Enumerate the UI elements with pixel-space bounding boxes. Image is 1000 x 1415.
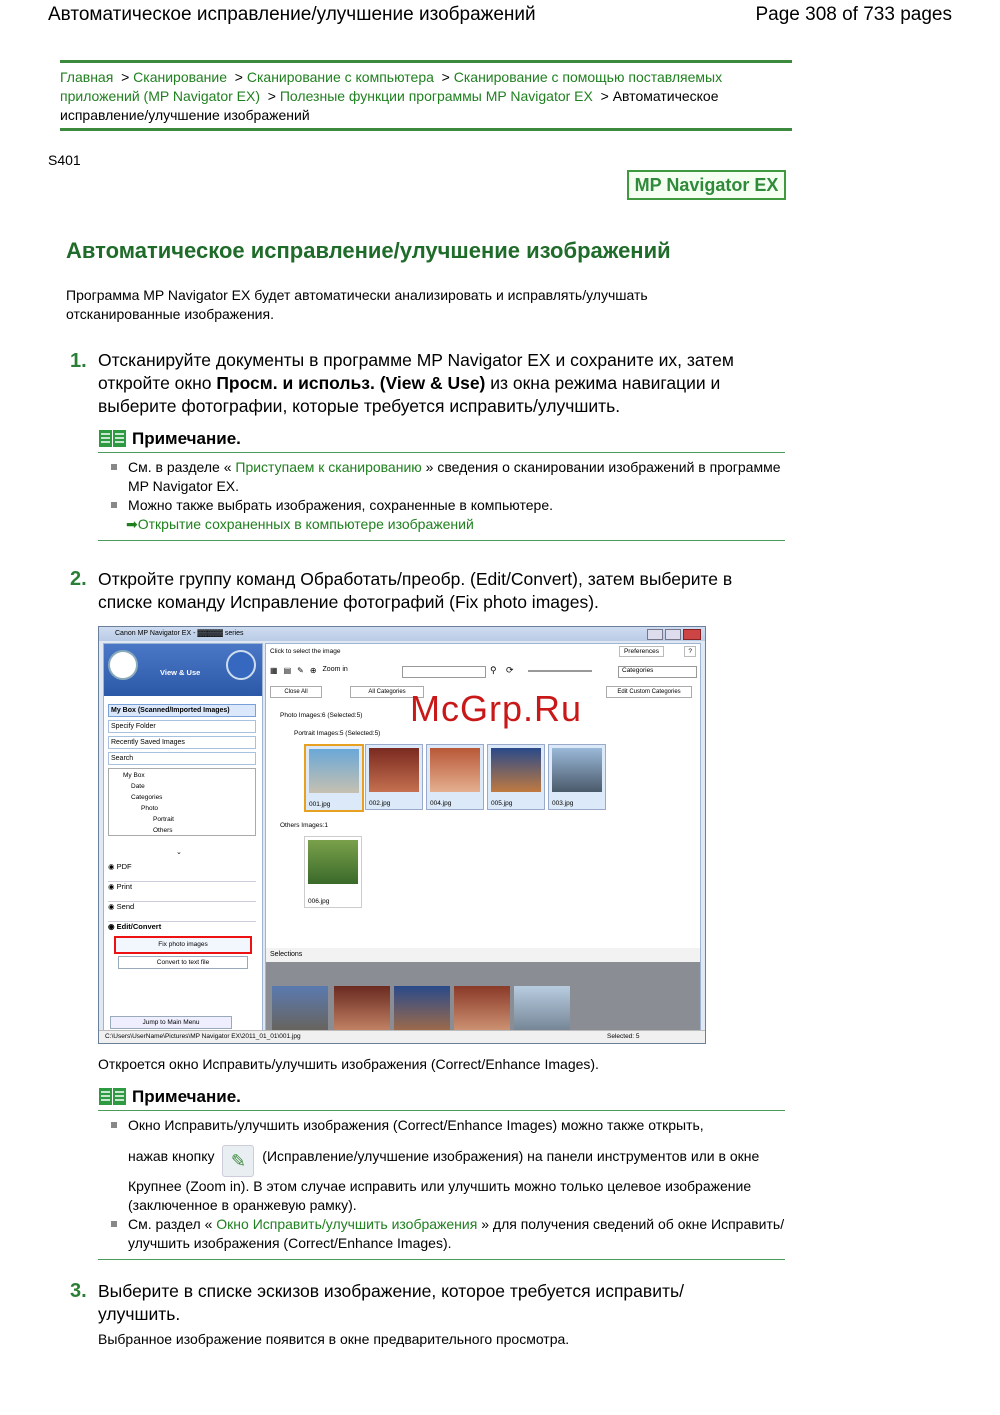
step-3-number: 3. bbox=[70, 1280, 87, 1302]
thumbnail-image bbox=[430, 748, 480, 792]
categories-select[interactable]: Categories bbox=[618, 666, 697, 678]
product-logo: MP Navigator EX bbox=[627, 170, 786, 200]
breadcrumb-link-functions[interactable]: Полезные функции программы MP Navigator EX bbox=[279, 88, 593, 104]
note-1-item-1-b: » сведения о сканировании изображений в программе MP Navigator EX. bbox=[128, 459, 781, 494]
jump-main-menu-button[interactable]: Jump to Main Menu bbox=[110, 1016, 232, 1029]
breadcrumb-top-rule bbox=[60, 60, 792, 63]
link-open-saved-row bbox=[126, 516, 474, 532]
correct-enhance-icon[interactable]: ✎ bbox=[297, 666, 304, 675]
search-icon[interactable]: ⚲ bbox=[490, 665, 497, 675]
action-send[interactable] bbox=[108, 902, 256, 922]
step-1-text bbox=[98, 349, 778, 418]
thumbnail-caption: 005.jpg bbox=[491, 800, 513, 807]
arrow-right-icon: ➡ bbox=[126, 516, 138, 532]
action-edit-convert-label: Edit/Convert bbox=[116, 922, 162, 931]
app-titlebar bbox=[99, 627, 705, 641]
preferences-button[interactable]: Preferences bbox=[619, 646, 664, 657]
thumbnail-caption: 003.jpg bbox=[552, 800, 574, 807]
note-2-header bbox=[98, 1086, 785, 1108]
tree-my-box[interactable]: My Box bbox=[123, 772, 145, 779]
step-1-text-a: Отсканируйте документы в программе MP Navigator EX и сохраните их, затем откройте окно bbox=[98, 350, 734, 393]
click-hint: Click to select the image bbox=[270, 648, 341, 655]
action-edit-convert[interactable] bbox=[108, 922, 256, 936]
fix-photo-images-label: Fix photo images bbox=[158, 941, 208, 948]
folder-tree[interactable] bbox=[108, 768, 256, 836]
note-2-item-1-a: Окно Исправить/улучшить изображения (Correct/Enhance Images) можно также открыть, bbox=[128, 1117, 704, 1133]
group-others-header[interactable]: Others Images:1 bbox=[280, 822, 329, 829]
action-pdf-label: PDF bbox=[116, 862, 132, 871]
tree-others[interactable]: Others bbox=[153, 827, 173, 834]
zoom-icon[interactable]: ⊕ bbox=[309, 666, 317, 675]
book-icon bbox=[98, 1086, 128, 1108]
edit-icon: ◉ bbox=[108, 922, 115, 931]
print-icon: ◉ bbox=[108, 882, 115, 891]
all-categories-button[interactable]: All Categories bbox=[350, 686, 424, 698]
chevron-down-icon[interactable]: ⌄ bbox=[176, 849, 182, 856]
note-2 bbox=[98, 1086, 785, 1260]
app-sidebar bbox=[103, 643, 263, 1039]
note-1-bottom-rule bbox=[98, 540, 785, 541]
help-icon[interactable]: ? bbox=[684, 646, 696, 657]
convert-to-text-button[interactable]: Convert to text file bbox=[118, 956, 248, 969]
book-icon bbox=[98, 428, 128, 450]
action-pdf[interactable] bbox=[108, 862, 256, 882]
minimize-icon[interactable] bbox=[647, 629, 663, 640]
breadcrumb-link-home[interactable]: Главная bbox=[60, 69, 114, 85]
toolbar bbox=[270, 666, 348, 675]
link-correct-enhance-window[interactable]: Окно Исправить/улучшить изображения bbox=[216, 1216, 478, 1232]
intro-text: Программа MP Navigator EX будет автоматически анализировать и исправлять/улучшать отсканированные изображения. bbox=[66, 287, 648, 322]
thumbnail[interactable] bbox=[548, 744, 606, 810]
edit-custom-categories-button[interactable]: Edit Custom Categories bbox=[606, 686, 692, 698]
note-1-rule bbox=[98, 452, 785, 453]
step-2-number: 2. bbox=[70, 568, 87, 590]
tree-photo[interactable]: Photo bbox=[141, 805, 158, 812]
view-use-label: Просм. и использ. (View & Use) bbox=[216, 373, 486, 393]
step-1-number: 1. bbox=[70, 350, 87, 372]
zoom-label: Zoom in bbox=[322, 666, 348, 673]
group-photo-header[interactable]: Photo Images:6 (Selected:5) bbox=[280, 712, 363, 719]
note-2-item-2 bbox=[98, 1215, 785, 1253]
note-2-list bbox=[98, 1116, 785, 1253]
page-header-title: Автоматическое исправление/улучшение изображений bbox=[48, 4, 536, 25]
note-1-header bbox=[98, 428, 785, 450]
mode-label: View & Use bbox=[160, 668, 201, 677]
step-1-text-b: из окна режима навигации и выберите фотографии, которые требуется исправить/улучшить. bbox=[98, 373, 721, 416]
selections-label: Selections bbox=[266, 948, 700, 962]
thumbnail-image bbox=[369, 748, 419, 792]
status-bar bbox=[99, 1030, 705, 1043]
action-send-label: Send bbox=[116, 902, 135, 911]
note-1-list bbox=[98, 458, 785, 534]
correct-enhance-button-icon: ✎ bbox=[222, 1145, 254, 1177]
watermark: McGrp.Ru bbox=[410, 688, 583, 729]
thumbnail-caption: 002.jpg bbox=[369, 800, 391, 807]
breadcrumb bbox=[60, 68, 790, 125]
nav-my-box[interactable]: My Box (Scanned/Imported Images) bbox=[108, 704, 256, 717]
grid-view-icon[interactable]: ▤ bbox=[283, 666, 292, 675]
navigator-logo-icon bbox=[108, 650, 138, 680]
breadcrumb-sep: > bbox=[121, 69, 130, 85]
close-icon[interactable] bbox=[683, 629, 701, 640]
send-icon: ◉ bbox=[108, 902, 115, 911]
note-2-rule bbox=[98, 1110, 785, 1111]
search-input[interactable] bbox=[402, 666, 486, 678]
app-screenshot bbox=[98, 626, 706, 1044]
note-1 bbox=[98, 428, 785, 541]
breadcrumb-sep: > bbox=[441, 69, 450, 85]
thumbnail-caption: 004.jpg bbox=[430, 800, 452, 807]
mode-banner bbox=[104, 644, 262, 696]
view-use-icon bbox=[226, 650, 256, 680]
note-2-bottom-rule bbox=[98, 1259, 785, 1260]
note-2-title: Примечание. bbox=[132, 1087, 241, 1106]
thumbnail[interactable] bbox=[365, 744, 423, 810]
thumbnail[interactable] bbox=[304, 744, 364, 812]
action-print-label: Print bbox=[116, 882, 133, 891]
thumbnail[interactable] bbox=[304, 836, 362, 908]
note-1-title: Примечание. bbox=[132, 429, 241, 448]
fix-photo-images-button[interactable] bbox=[114, 936, 252, 954]
breadcrumb-sep: > bbox=[267, 88, 276, 104]
thumbnail-caption: 001.jpg bbox=[309, 801, 331, 808]
note-1-item-1 bbox=[98, 458, 785, 496]
note-2-item-1 bbox=[98, 1116, 785, 1215]
status-path: C:\Users\UserName\Pictures\MP Navigator EX\2011_01_01\001.jpg bbox=[105, 1033, 301, 1040]
action-list bbox=[108, 862, 256, 936]
note-1-item-2 bbox=[98, 496, 785, 534]
after-screenshot-text: Откроется окно Исправить/улучшить изображения (Correct/Enhance Images). bbox=[98, 1056, 599, 1072]
maximize-icon[interactable] bbox=[665, 629, 681, 640]
thumbnail-image bbox=[552, 748, 602, 792]
action-print[interactable] bbox=[108, 882, 256, 902]
page-counter: Page 308 of 733 pages bbox=[755, 4, 952, 25]
thumbnail-image bbox=[491, 748, 541, 792]
breadcrumb-current: Автоматическое исправление/улучшение изображений bbox=[60, 88, 719, 123]
link-open-saved[interactable]: Открытие сохраненных в компьютере изображений bbox=[137, 516, 474, 532]
breadcrumb-link-scanning[interactable]: Сканирование bbox=[133, 69, 228, 85]
pdf-icon: ◉ bbox=[108, 862, 115, 871]
thumbnail[interactable] bbox=[426, 744, 484, 810]
tree-date[interactable]: Date bbox=[131, 783, 145, 790]
nav-list bbox=[108, 704, 256, 765]
nav-search[interactable]: Search bbox=[108, 752, 256, 765]
refresh-icon[interactable]: ⟳ bbox=[506, 665, 514, 675]
breadcrumb-link-apps[interactable]: Сканирование с помощью поставляемых приложений (MP Navigator EX) bbox=[60, 69, 723, 104]
step-3-subtext: Выбранное изображение появится в окне предварительного просмотра. bbox=[98, 1331, 570, 1347]
breadcrumb-sep: > bbox=[234, 69, 243, 85]
size-slider[interactable] bbox=[528, 670, 592, 672]
window-controls bbox=[647, 629, 701, 640]
thumbnail-image bbox=[308, 840, 358, 884]
note-2-item-1-c: (Исправление/улучшение изображения) на панели инструментов или в окне Крупнее (Zoom in). В этом случае исправить или улучшить можно только целевое изображение (заключенное в оранжевую рамку). bbox=[128, 1148, 760, 1213]
breadcrumb-sep: > bbox=[600, 88, 609, 104]
tree-categories[interactable]: Categories bbox=[131, 794, 163, 801]
link-getting-started[interactable]: Приступаем к сканированию bbox=[235, 459, 422, 475]
step-3-text: Выберите в списке эскизов изображение, которое требуется исправить/ улучшить. bbox=[98, 1281, 684, 1324]
page-title: Автоматическое исправление/улучшение изображений bbox=[66, 238, 671, 263]
tree-portrait[interactable]: Portrait bbox=[153, 816, 174, 823]
thumbnail[interactable] bbox=[487, 744, 545, 810]
note-1-item-1-a: См. в разделе « bbox=[128, 459, 232, 475]
thumbnail-caption: 006.jpg bbox=[308, 898, 330, 905]
status-selected: Selected: 5 bbox=[607, 1033, 640, 1040]
note-1-item-2-text: Можно также выбрать изображения, сохраненные в компьютере. bbox=[128, 497, 553, 513]
note-2-item-1-b: нажав кнопку bbox=[128, 1148, 215, 1164]
note-2-item-2-b: » для получения сведений об окне Исправить/улучшить изображения (Correct/Enhance Images). bbox=[128, 1216, 785, 1251]
thumbnail-view-icon[interactable]: ▦ bbox=[270, 666, 278, 675]
breadcrumb-bottom-rule bbox=[60, 128, 792, 131]
app-title: Canon MP Navigator EX - ▓▓▓▓▓ series bbox=[115, 630, 244, 637]
step-2-text: Откройте группу команд Обработать/преобр. (Edit/Convert), затем выберите в списке команду Исправление фотографий (Fix photo images). bbox=[98, 569, 733, 612]
note-2-item-2-a: См. раздел « bbox=[128, 1216, 213, 1232]
thumbnail-image bbox=[309, 749, 359, 793]
close-all-button[interactable]: Close All bbox=[270, 686, 322, 698]
nav-recently-saved[interactable]: Recently Saved Images bbox=[108, 736, 256, 749]
group-portrait-header[interactable]: Portrait Images:5 (Selected:5) bbox=[294, 730, 381, 737]
doc-code: S401 bbox=[48, 152, 81, 168]
breadcrumb-link-computer[interactable]: Сканирование с компьютера bbox=[246, 69, 434, 85]
nav-specify-folder[interactable]: Specify Folder bbox=[108, 720, 256, 733]
